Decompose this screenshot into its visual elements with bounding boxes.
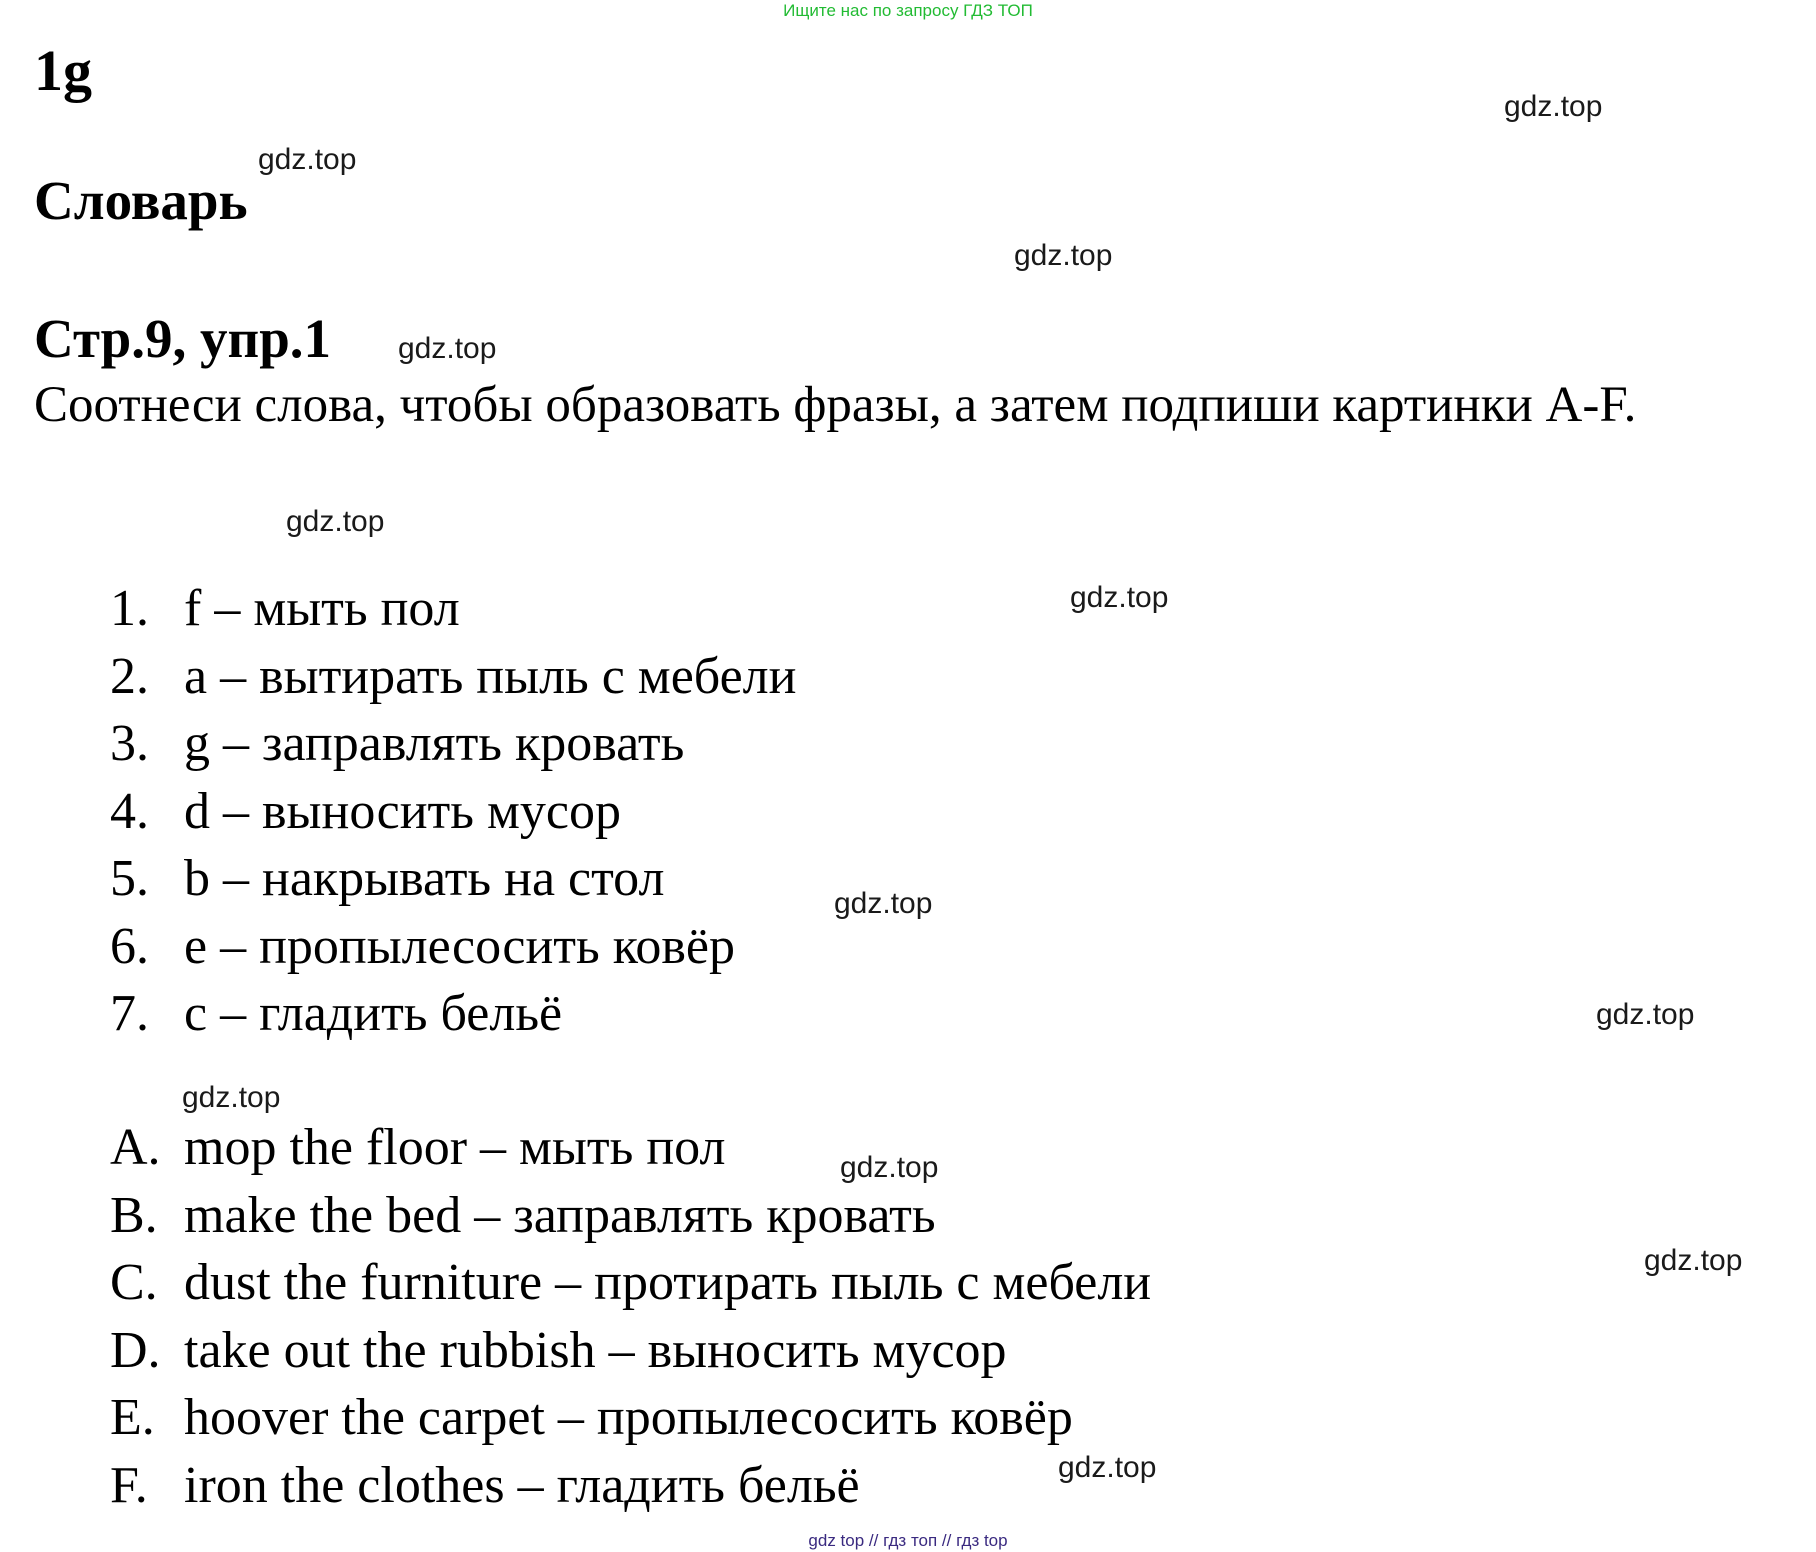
exercise-title: Стр.9, упр.1	[34, 308, 332, 369]
watermark: gdz.top	[286, 505, 385, 538]
answer-text: f – мыть пол	[184, 580, 460, 637]
answer-text: b – накрывать на стол	[184, 850, 665, 907]
footer: gdz top // гдз топ // гдз top	[808, 1531, 1008, 1550]
phrase-letter: D.	[110, 1321, 161, 1379]
phrase-item	[110, 1249, 1151, 1317]
answer-item	[110, 913, 796, 981]
watermark: gdz.top	[1070, 581, 1169, 614]
phrase-letter: B.	[110, 1186, 158, 1244]
watermark: gdz.top	[1058, 1451, 1157, 1484]
phrase-item	[110, 1182, 1151, 1250]
watermark: gdz.top	[398, 332, 497, 365]
phrase-text: make the bed – заправлять кровать	[184, 1186, 936, 1244]
answer-item	[110, 710, 796, 778]
exercise-instruction: Соотнеси слова, чтобы образовать фразы, а затем подпиши картинки A-F.	[34, 377, 1637, 433]
phrase-letter: E.	[110, 1389, 155, 1446]
watermark: gdz.top	[182, 1081, 281, 1114]
answer-item	[110, 778, 796, 846]
watermark: gdz.top	[834, 887, 933, 920]
answer-number: 6.	[110, 917, 149, 975]
answer-number: 4.	[110, 782, 149, 840]
phrase-item	[110, 1114, 1151, 1182]
answer-text: d – выносить мусор	[184, 782, 621, 840]
watermark: gdz.top	[1596, 998, 1695, 1031]
watermark: gdz.top	[1014, 239, 1113, 272]
phrase-letter: A.	[110, 1119, 161, 1176]
phrase-list	[110, 1114, 1151, 1519]
phrase-item	[110, 1317, 1151, 1385]
phrase-text: mop the floor – мыть пол	[184, 1119, 726, 1176]
phrase-item	[110, 1384, 1151, 1452]
answer-list	[110, 575, 796, 1048]
watermark: gdz.top	[258, 143, 357, 176]
watermark: gdz.top	[1644, 1244, 1743, 1277]
answer-item	[110, 643, 796, 711]
phrase-letter: F.	[110, 1456, 148, 1514]
answer-item	[110, 980, 796, 1048]
answer-text: g – заправлять кровать	[184, 715, 685, 772]
answer-item	[110, 845, 796, 913]
phrase-text: iron the clothes – гладить бельё	[184, 1456, 860, 1514]
answer-number: 7.	[110, 985, 149, 1042]
answer-text: c – гладить бельё	[184, 985, 563, 1042]
phrase-letter: C.	[110, 1254, 158, 1311]
answer-number: 1.	[110, 580, 149, 637]
phrase-text: dust the furniture – протирать пыль с мебели	[184, 1254, 1152, 1311]
top-banner: Ищите нас по запросу ГДЗ ТОП	[783, 1, 1033, 20]
answer-number: 2.	[110, 647, 149, 705]
phrase-text: hoover the carpet – пропылесосить ковёр	[184, 1389, 1073, 1446]
answer-item	[110, 575, 796, 643]
phrase-text: take out the rubbish – выносить мусор	[184, 1321, 1007, 1379]
answer-number: 5.	[110, 850, 149, 907]
watermark: gdz.top	[840, 1151, 939, 1184]
answer-text: e – пропылесосить ковёр	[184, 917, 735, 975]
watermark: gdz.top	[1504, 90, 1603, 123]
answer-number: 3.	[110, 715, 149, 772]
phrase-item	[110, 1452, 1151, 1520]
answer-text: a – вытирать пыль с мебели	[184, 647, 797, 705]
section-code: 1g	[34, 38, 92, 103]
vocabulary-heading: Словарь	[34, 170, 248, 231]
